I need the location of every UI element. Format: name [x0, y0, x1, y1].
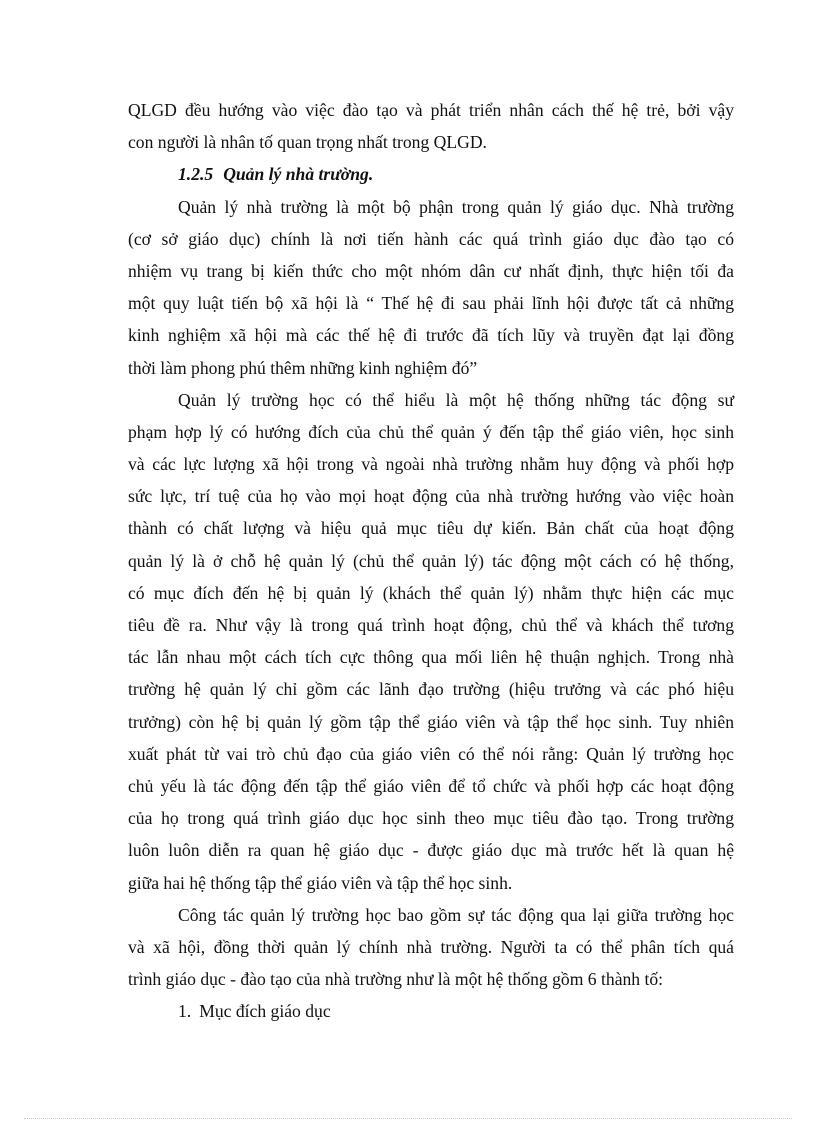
- text-line: quản lý là ở chỗ hệ quản lý (chủ thể quản lý) tác động một cách có hệ thống,: [128, 550, 734, 571]
- text-line: của họ trong quá trình giáo dục học sinh theo mục tiêu đào tạo. Trong trường: [128, 808, 734, 829]
- text-line: trường hệ quản lý chỉ gồm các lãnh đạo trường (hiệu trưởng và các phó hiệu: [128, 679, 734, 700]
- text-line: chủ yếu là tác động đến tập thể giáo viên để tổ chức và phối hợp các hoạt động: [128, 775, 734, 796]
- list-number: 1.: [178, 1001, 192, 1022]
- section-heading: [128, 158, 734, 190]
- text-line: Quản lý trường học có thể hiểu là một hệ thống những tác động sư: [178, 389, 734, 410]
- text-line: sức lực, trí tuệ của họ vào mọi hoạt động của nhà trường hướng vào việc hoàn: [128, 486, 734, 507]
- text-line: trình giáo dục - đào tạo của nhà trường như là một hệ thống gồm 6 thành tố:: [128, 969, 664, 990]
- text-line: thành có chất lượng và hiệu quả mục tiêu dự kiến. Bản chất của hoạt động: [128, 518, 734, 539]
- section-number: 1.2.5: [178, 164, 214, 185]
- text-line: con người là nhân tố quan trọng nhất trong QLGD.: [128, 132, 487, 153]
- text-line: trưởng) còn hệ bị quản lý gồm tập thể giáo viên và tập thể học sinh. Tuy nhiên: [128, 711, 734, 732]
- text-line: luôn luôn diễn ra quan hệ giáo dục - được giáo dục mà trước hết là quan hệ: [128, 840, 734, 861]
- list-item: [128, 995, 734, 1027]
- text-line: tiêu đề ra. Như vậy là trong quá trình hoạt động, chủ thể và khách thể tương: [128, 615, 734, 635]
- text-line: kinh nghiệm xã hội mà các thế hệ đi trước đã tích lũy và truyền đạt lại đồng: [128, 325, 734, 346]
- paragraph: [128, 384, 734, 899]
- text-line: (cơ sở giáo dục) chính là nơi tiến hành các quá trình giáo dục đào tạo có: [128, 228, 734, 249]
- text-line: nhiệm vụ trang bị kiến thức cho một nhóm dân cư nhất định, thực hiện tối đa: [128, 260, 734, 281]
- text-line: có mục đích đến hệ bị quản lý (khách thể quản lý) nhằm thực hiện các mục: [128, 582, 734, 603]
- text-line: và xã hội, đồng thời quản lý chính nhà trường. Người ta có thể phân tích quá: [128, 936, 734, 957]
- list-text: Mục đích giáo dục: [199, 1001, 331, 1022]
- text-line: giữa hai hệ thống tập thể giáo viên và tập thể học sinh.: [128, 872, 513, 893]
- page-bottom-rule: [24, 1118, 792, 1119]
- text-line: một quy luật tiến bộ xã hội là “ Thế hệ đi sau phải lĩnh hội được tất cả những: [128, 293, 734, 314]
- text-line: Công tác quản lý trường học bao gồm sự tác động qua lại giữa trường học: [178, 904, 734, 925]
- document-page: [128, 94, 734, 1027]
- text-line: QLGD đều hướng vào việc đào tạo và phát triển nhân cách thế hệ trẻ, bởi vậy: [128, 100, 734, 120]
- paragraph: [128, 899, 734, 996]
- text-line: phạm hợp lý có hướng đích của chủ thể quản ý đến tập thể giáo viên, học sinh: [128, 421, 734, 442]
- section-title: Quản lý nhà trường.: [223, 164, 374, 185]
- text-line: Quản lý nhà trường là một bộ phận trong quản lý giáo dục. Nhà trường: [178, 196, 734, 217]
- paragraph-continuation: [128, 94, 734, 158]
- text-line: thời làm phong phú thêm những kinh nghiệm đó”: [128, 357, 478, 378]
- paragraph: [128, 191, 734, 384]
- text-line: xuất phát từ vai trò chủ đạo của giáo viên có thể nói rằng: Quản lý trường học: [128, 743, 734, 764]
- text-line: và các lực lượng xã hội trong và ngoài nhà trường nhằm huy động và phối hợp: [128, 454, 734, 475]
- text-line: tác lẫn nhau một cách tích cực thông qua mối liên hệ thuận nghịch. Trong nhà: [128, 647, 734, 668]
